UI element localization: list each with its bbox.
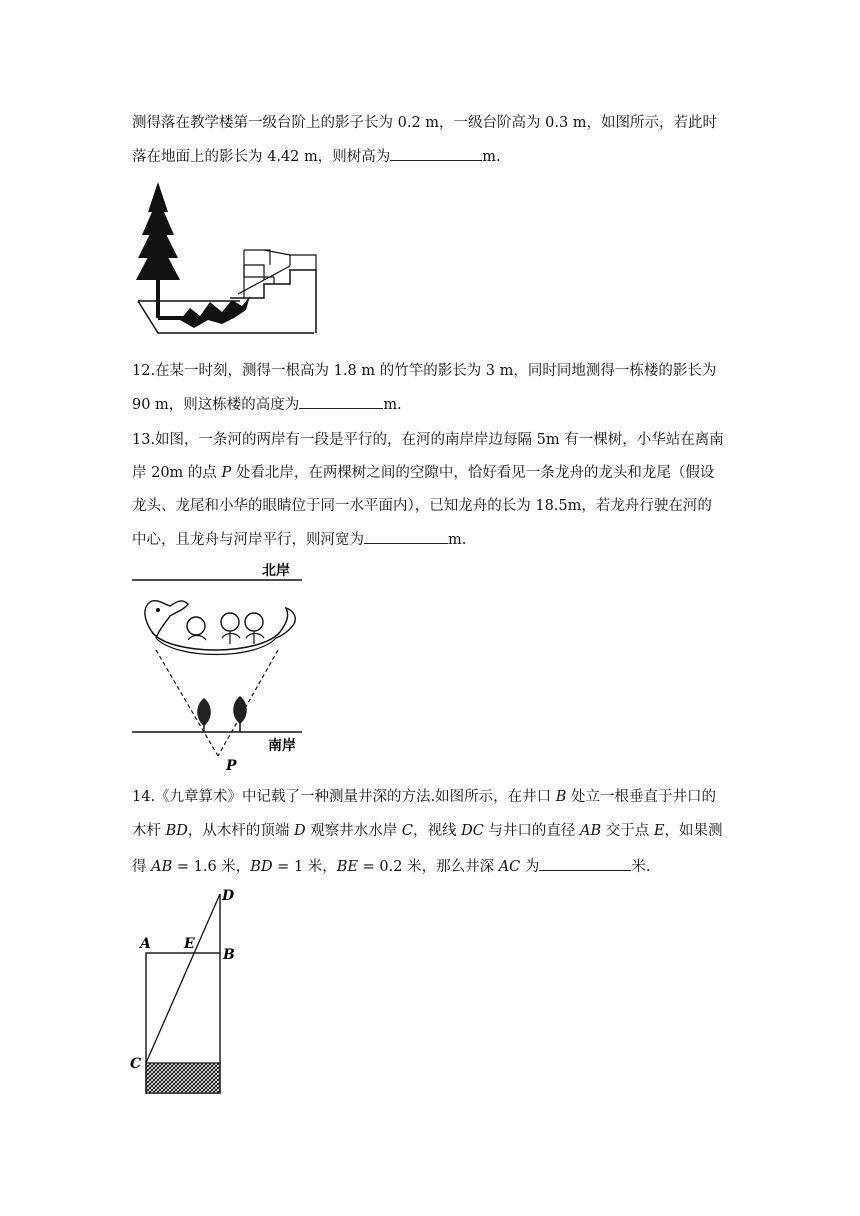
q14-l2-j: AB: [580, 823, 602, 839]
q14-l3-h: AC: [498, 859, 521, 875]
q11-line2-text: 落在地面上的影长为 4.42 m，则树高为: [132, 149, 391, 165]
q13-unit: m.: [448, 532, 467, 548]
label-b: B: [223, 947, 235, 963]
q14-l1-c: 处立一根垂直于井口的: [566, 789, 717, 805]
q12-line2: [132, 394, 402, 415]
q14-l2-b: BD: [165, 823, 188, 839]
q14-unit: 米.: [631, 859, 651, 875]
south-bank-label: 南岸: [268, 738, 296, 754]
q14-l3-g: = 0.2 米，那么井深: [358, 859, 499, 875]
q11-answer-blank[interactable]: [390, 146, 482, 161]
q14-l3-i: 为: [520, 859, 540, 875]
q14-l2-m: ，如果测: [664, 823, 723, 839]
q12-unit: m.: [383, 397, 402, 413]
q13-line1: 13.如图，一条河的两岸有一段是平行的，在河的南岸岸边每隔 5m 有一棵树，小华站在离南: [132, 432, 724, 448]
q14-l3-f: BE: [336, 859, 359, 875]
q14-l2-a: 木杆: [132, 823, 166, 839]
q14-answer-blank[interactable]: [539, 856, 631, 871]
north-bank-label: 北岸: [262, 563, 290, 579]
tree-shadow-figure: [130, 180, 320, 338]
q13-line3: 龙头、龙尾和小华的眼睛位于同一水平面内），已知龙舟的长为 18.5m，若龙舟行驶在河的: [132, 498, 712, 514]
q13-line2-text-a: 岸 20m 的点: [132, 465, 222, 481]
q14-l2-g: ，视线: [412, 823, 462, 839]
q11-line1: 测得落在教学楼第一级台阶上的影子长为 0.2 m，一级台阶高为 0.3 m，如图所示，若此时: [132, 115, 718, 131]
q14-l2-e: 观察井水水岸: [305, 823, 402, 839]
well-figure: [128, 886, 248, 1098]
q14-line3: [132, 856, 650, 877]
river-boat-figure: [130, 558, 310, 776]
q14-l2-h: DC: [461, 823, 484, 839]
q14-l3-a: 得: [132, 859, 152, 875]
q14-line1: [132, 787, 716, 807]
point-p-label: P: [226, 758, 237, 774]
q14-l2-d: D: [294, 823, 306, 839]
label-c: C: [130, 1056, 142, 1072]
q14-l3-b: AB: [151, 859, 173, 875]
q13-line2: [132, 463, 714, 483]
q14-l3-d: BD: [250, 859, 273, 875]
q13-line4-text: 中心，且龙舟与河岸平行，则河宽为: [132, 532, 364, 548]
q14-l1-a: 14.《九章算术》中记载了一种测量井深的方法.如图所示，在井口: [132, 789, 556, 805]
q14-l2-k: 交于点: [601, 823, 654, 839]
q14-l1-b: B: [555, 789, 567, 805]
q12-line2-text: 90 m，则这栋楼的高度为: [132, 397, 300, 413]
q14-l2-c: ，从木杆的顶端: [187, 823, 294, 839]
q13-answer-blank[interactable]: [364, 529, 448, 544]
q14-l2-l: E: [653, 823, 665, 839]
q14-l2-f: C: [401, 823, 413, 839]
q11-unit: m.: [482, 149, 501, 165]
q14-l3-c: = 1.6 米，: [172, 859, 251, 875]
q12-answer-blank[interactable]: [299, 394, 383, 409]
label-e: E: [184, 936, 195, 952]
q13-line2-text-b: 处看北岸，在两棵树之间的空隙中，恰好看见一条龙舟的龙头和龙尾（假设: [231, 465, 715, 481]
q14-l2-i: 与井口的直径: [483, 823, 581, 839]
q12-line1: 12.在某一时刻，测得一根高为 1.8 m 的竹竿的影长为 3 m，同时同地测得一栋楼的影长为: [132, 363, 717, 379]
label-a: A: [140, 936, 151, 952]
label-d: D: [222, 888, 235, 904]
q13-line4: [132, 529, 466, 550]
q11-line2: [132, 146, 501, 167]
q14-line2: [132, 821, 722, 841]
q13-point-p: P: [221, 465, 232, 481]
q14-l3-e: = 1 米，: [272, 859, 337, 875]
